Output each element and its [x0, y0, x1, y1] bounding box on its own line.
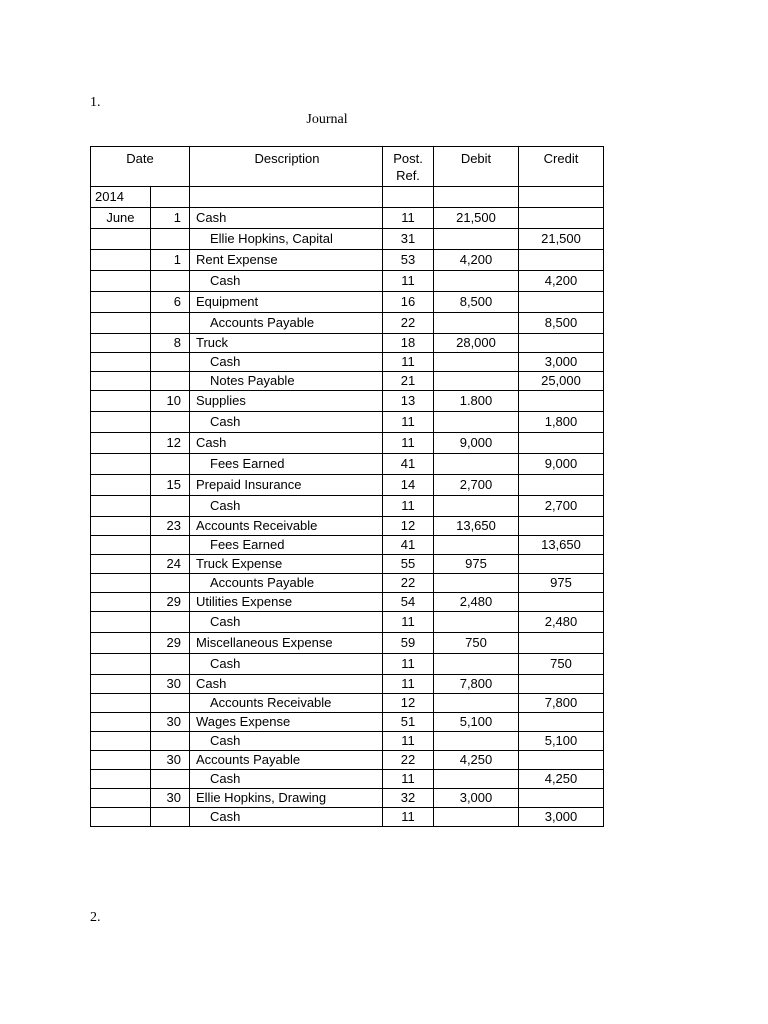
- date-month-cell: [91, 412, 151, 433]
- debit-cell: [434, 271, 519, 292]
- credit-cell: 2,480: [519, 612, 604, 633]
- date-day-cell: [150, 536, 189, 555]
- debit-cell: 2,700: [434, 475, 519, 496]
- date-month-cell: [91, 313, 151, 334]
- debit-cell: 975: [434, 555, 519, 574]
- description-cell: Truck Expense: [190, 555, 383, 574]
- journal-row: [91, 475, 604, 496]
- debit-cell: 9,000: [434, 433, 519, 454]
- empty-cell: [150, 187, 189, 208]
- date-day-cell: 1: [150, 208, 189, 229]
- credit-cell: 25,000: [519, 372, 604, 391]
- journal-row: [91, 555, 604, 574]
- post-ref-cell: 16: [383, 292, 434, 313]
- debit-cell: [434, 372, 519, 391]
- journal-row: [91, 675, 604, 694]
- date-month-cell: [91, 751, 151, 770]
- debit-cell: [434, 612, 519, 633]
- post-ref-cell: 11: [383, 271, 434, 292]
- post-ref-cell: 11: [383, 412, 434, 433]
- post-ref-cell: 59: [383, 633, 434, 654]
- post-ref-cell: 11: [383, 612, 434, 633]
- credit-cell: [519, 517, 604, 536]
- description-cell: Rent Expense: [190, 250, 383, 271]
- post-ref-cell: 22: [383, 313, 434, 334]
- date-day-cell: [150, 770, 189, 789]
- date-day-cell: [150, 229, 189, 250]
- date-day-cell: 15: [150, 475, 189, 496]
- description-cell: Cash: [190, 808, 383, 827]
- credit-cell: [519, 675, 604, 694]
- description-cell: Cash: [190, 612, 383, 633]
- date-month-cell: [91, 770, 151, 789]
- post-ref-cell: 54: [383, 593, 434, 612]
- journal-row: [91, 454, 604, 475]
- description-cell: Utilities Expense: [190, 593, 383, 612]
- post-ref-cell: 11: [383, 433, 434, 454]
- date-month-cell: [91, 654, 151, 675]
- post-ref-cell: 11: [383, 675, 434, 694]
- description-cell: Cash: [190, 496, 383, 517]
- description-cell: Equipment: [190, 292, 383, 313]
- post-ref-cell: 22: [383, 751, 434, 770]
- post-ref-cell: 31: [383, 229, 434, 250]
- date-month-cell: [91, 372, 151, 391]
- year-row: [91, 187, 604, 208]
- empty-cell: [434, 187, 519, 208]
- debit-cell: 4,250: [434, 751, 519, 770]
- date-day-cell: [150, 612, 189, 633]
- date-month-cell: [91, 555, 151, 574]
- date-month-cell: [91, 593, 151, 612]
- date-day-cell: [150, 694, 189, 713]
- journal-row: [91, 654, 604, 675]
- empty-cell: [519, 187, 604, 208]
- debit-cell: [434, 313, 519, 334]
- description-cell: Accounts Receivable: [190, 517, 383, 536]
- header-date: Date: [91, 147, 190, 187]
- journal-row: [91, 391, 604, 412]
- date-day-cell: [150, 454, 189, 475]
- journal-row: [91, 789, 604, 808]
- date-day-cell: [150, 654, 189, 675]
- debit-cell: [434, 574, 519, 593]
- credit-cell: [519, 751, 604, 770]
- journal-row: [91, 334, 604, 353]
- date-day-cell: 30: [150, 675, 189, 694]
- credit-cell: [519, 555, 604, 574]
- description-cell: Truck: [190, 334, 383, 353]
- date-day-cell: [150, 574, 189, 593]
- date-month-cell: [91, 454, 151, 475]
- credit-cell: 8,500: [519, 313, 604, 334]
- journal-row: [91, 536, 604, 555]
- journal-row: [91, 250, 604, 271]
- date-month-cell: [91, 675, 151, 694]
- date-day-cell: [150, 271, 189, 292]
- empty-cell: [383, 187, 434, 208]
- post-ref-cell: 14: [383, 475, 434, 496]
- date-month-cell: [91, 271, 151, 292]
- journal-row: [91, 353, 604, 372]
- date-month-cell: [91, 713, 151, 732]
- date-day-cell: 8: [150, 334, 189, 353]
- journal-table: [90, 146, 604, 827]
- debit-cell: 8,500: [434, 292, 519, 313]
- debit-cell: [434, 770, 519, 789]
- post-ref-cell: 11: [383, 770, 434, 789]
- date-day-cell: 24: [150, 555, 189, 574]
- section-number-2: 2.: [90, 910, 101, 925]
- credit-cell: [519, 475, 604, 496]
- description-cell: Cash: [190, 654, 383, 675]
- post-ref-cell: 12: [383, 517, 434, 536]
- post-ref-cell: 41: [383, 454, 434, 475]
- debit-cell: 4,200: [434, 250, 519, 271]
- description-cell: Wages Expense: [190, 713, 383, 732]
- date-month-cell: [91, 517, 151, 536]
- description-cell: Prepaid Insurance: [190, 475, 383, 496]
- date-month-cell: [91, 229, 151, 250]
- header-post-ref-line1: Post.: [393, 151, 423, 166]
- journal-row: [91, 751, 604, 770]
- journal-row: [91, 496, 604, 517]
- date-day-cell: 12: [150, 433, 189, 454]
- date-day-cell: [150, 808, 189, 827]
- description-cell: Cash: [190, 208, 383, 229]
- debit-cell: [434, 496, 519, 517]
- credit-cell: 3,000: [519, 808, 604, 827]
- journal-row: [91, 271, 604, 292]
- description-cell: Cash: [190, 353, 383, 372]
- credit-cell: 1,800: [519, 412, 604, 433]
- credit-cell: 2,700: [519, 496, 604, 517]
- journal-row: [91, 412, 604, 433]
- journal-row: [91, 808, 604, 827]
- credit-cell: 975: [519, 574, 604, 593]
- debit-cell: 1.800: [434, 391, 519, 412]
- post-ref-cell: 11: [383, 732, 434, 751]
- date-day-cell: [150, 372, 189, 391]
- credit-cell: 13,650: [519, 536, 604, 555]
- description-cell: Supplies: [190, 391, 383, 412]
- journal-row: [91, 433, 604, 454]
- journal-row: [91, 574, 604, 593]
- debit-cell: 3,000: [434, 789, 519, 808]
- debit-cell: 750: [434, 633, 519, 654]
- journal-row: [91, 732, 604, 751]
- credit-cell: [519, 633, 604, 654]
- post-ref-cell: 21: [383, 372, 434, 391]
- empty-cell: [190, 187, 383, 208]
- credit-cell: 7,800: [519, 694, 604, 713]
- date-day-cell: [150, 412, 189, 433]
- post-ref-cell: 12: [383, 694, 434, 713]
- description-cell: Accounts Payable: [190, 574, 383, 593]
- debit-cell: 7,800: [434, 675, 519, 694]
- header-description: Description: [190, 147, 383, 187]
- date-day-cell: [150, 313, 189, 334]
- post-ref-cell: 55: [383, 555, 434, 574]
- post-ref-cell: 22: [383, 574, 434, 593]
- year-cell: 2014: [91, 187, 151, 208]
- journal-title: Journal: [306, 112, 348, 127]
- description-cell: Ellie Hopkins, Drawing: [190, 789, 383, 808]
- post-ref-cell: 11: [383, 353, 434, 372]
- credit-cell: 3,000: [519, 353, 604, 372]
- description-cell: Fees Earned: [190, 454, 383, 475]
- credit-cell: [519, 391, 604, 412]
- credit-cell: [519, 433, 604, 454]
- journal-row: [91, 633, 604, 654]
- date-day-cell: 30: [150, 789, 189, 808]
- header-credit: Credit: [519, 147, 604, 187]
- description-cell: Cash: [190, 770, 383, 789]
- date-month-cell: [91, 633, 151, 654]
- description-cell: Accounts Receivable: [190, 694, 383, 713]
- post-ref-cell: 41: [383, 536, 434, 555]
- post-ref-cell: 53: [383, 250, 434, 271]
- credit-cell: 4,250: [519, 770, 604, 789]
- date-day-cell: 29: [150, 593, 189, 612]
- journal-row: [91, 593, 604, 612]
- date-day-cell: 6: [150, 292, 189, 313]
- description-cell: Fees Earned: [190, 536, 383, 555]
- header-post-ref-line2: Ref.: [396, 168, 420, 183]
- credit-cell: 9,000: [519, 454, 604, 475]
- journal-row: [91, 694, 604, 713]
- debit-cell: [434, 536, 519, 555]
- debit-cell: [434, 412, 519, 433]
- debit-cell: [434, 229, 519, 250]
- credit-cell: [519, 334, 604, 353]
- description-cell: Cash: [190, 732, 383, 751]
- post-ref-cell: 32: [383, 789, 434, 808]
- description-cell: Cash: [190, 412, 383, 433]
- journal-row: [91, 517, 604, 536]
- description-cell: Accounts Payable: [190, 313, 383, 334]
- date-month-cell: [91, 732, 151, 751]
- date-month-cell: [91, 353, 151, 372]
- debit-cell: 28,000: [434, 334, 519, 353]
- section-number-1: 1.: [90, 95, 101, 110]
- post-ref-cell: 51: [383, 713, 434, 732]
- journal-row: [91, 292, 604, 313]
- description-cell: Cash: [190, 433, 383, 454]
- post-ref-cell: 11: [383, 496, 434, 517]
- date-day-cell: 30: [150, 751, 189, 770]
- date-month-cell: [91, 475, 151, 496]
- debit-cell: 2,480: [434, 593, 519, 612]
- description-cell: Cash: [190, 271, 383, 292]
- description-cell: Notes Payable: [190, 372, 383, 391]
- date-day-cell: 10: [150, 391, 189, 412]
- header-post-ref: [383, 147, 434, 187]
- debit-cell: 13,650: [434, 517, 519, 536]
- description-cell: Accounts Payable: [190, 751, 383, 770]
- credit-cell: 750: [519, 654, 604, 675]
- journal-row: [91, 313, 604, 334]
- debit-cell: [434, 654, 519, 675]
- date-month-cell: [91, 574, 151, 593]
- debit-cell: [434, 694, 519, 713]
- credit-cell: [519, 292, 604, 313]
- credit-cell: [519, 789, 604, 808]
- journal-row: [91, 229, 604, 250]
- description-cell: Cash: [190, 675, 383, 694]
- date-month-cell: [91, 694, 151, 713]
- post-ref-cell: 11: [383, 208, 434, 229]
- credit-cell: [519, 593, 604, 612]
- date-month-cell: [91, 292, 151, 313]
- date-month-cell: [91, 496, 151, 517]
- journal-row: [91, 372, 604, 391]
- date-month-cell: [91, 789, 151, 808]
- date-month-cell: [91, 391, 151, 412]
- date-month-cell: [91, 808, 151, 827]
- date-month-cell: [91, 536, 151, 555]
- date-month-cell: [91, 612, 151, 633]
- date-day-cell: [150, 353, 189, 372]
- description-cell: Miscellaneous Expense: [190, 633, 383, 654]
- credit-cell: [519, 713, 604, 732]
- header-debit: Debit: [434, 147, 519, 187]
- debit-cell: 5,100: [434, 713, 519, 732]
- credit-cell: 4,200: [519, 271, 604, 292]
- journal-row: [91, 612, 604, 633]
- post-ref-cell: 13: [383, 391, 434, 412]
- credit-cell: [519, 208, 604, 229]
- date-month-cell: [91, 250, 151, 271]
- debit-cell: [434, 808, 519, 827]
- credit-cell: 5,100: [519, 732, 604, 751]
- credit-cell: [519, 250, 604, 271]
- debit-cell: [434, 454, 519, 475]
- date-day-cell: [150, 496, 189, 517]
- date-day-cell: [150, 732, 189, 751]
- date-month-cell: June: [91, 208, 151, 229]
- header-row: [91, 147, 604, 187]
- debit-cell: 21,500: [434, 208, 519, 229]
- credit-cell: 21,500: [519, 229, 604, 250]
- post-ref-cell: 11: [383, 654, 434, 675]
- debit-cell: [434, 732, 519, 751]
- debit-cell: [434, 353, 519, 372]
- journal-row: [91, 770, 604, 789]
- journal-row: [91, 713, 604, 732]
- post-ref-cell: 18: [383, 334, 434, 353]
- date-day-cell: 29: [150, 633, 189, 654]
- date-month-cell: [91, 334, 151, 353]
- description-cell: Ellie Hopkins, Capital: [190, 229, 383, 250]
- date-day-cell: 1: [150, 250, 189, 271]
- post-ref-cell: 11: [383, 808, 434, 827]
- date-day-cell: 23: [150, 517, 189, 536]
- journal-row: [91, 208, 604, 229]
- date-month-cell: [91, 433, 151, 454]
- date-day-cell: 30: [150, 713, 189, 732]
